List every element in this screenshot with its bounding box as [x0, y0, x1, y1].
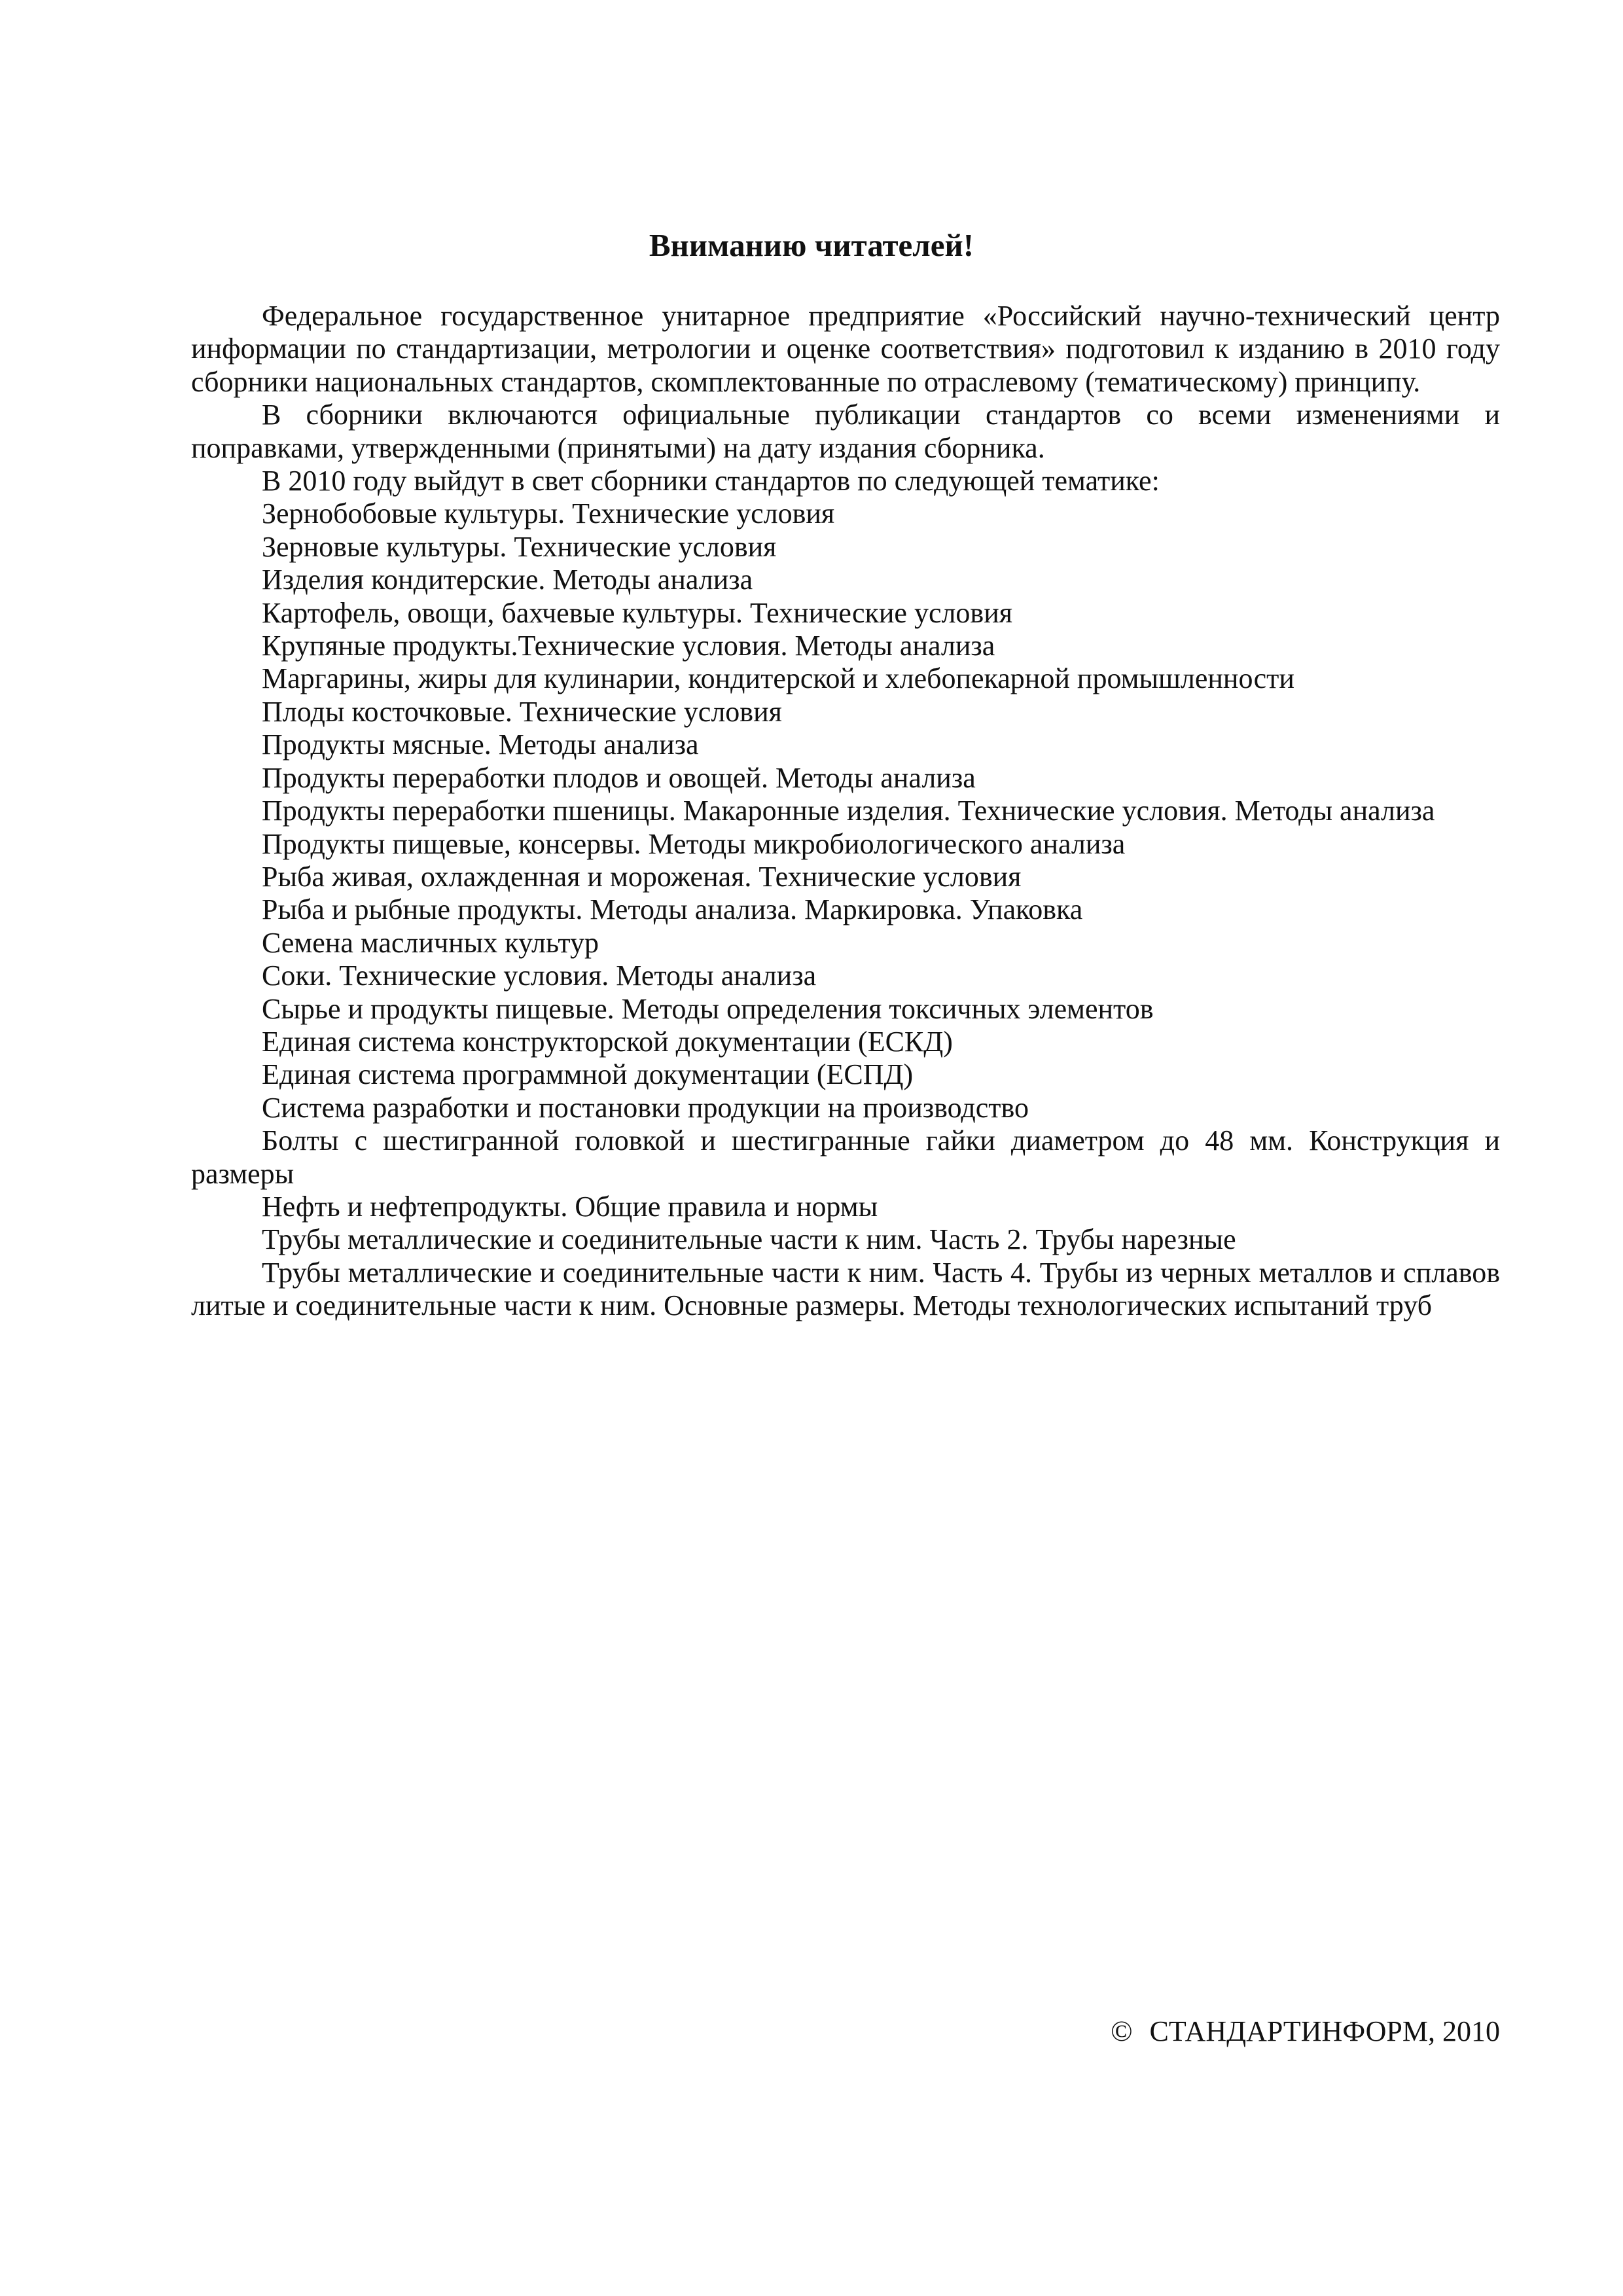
list-item: Болты с шестигранной головкой и шестигранные гайки диаметром до 48 мм. Конструкция и размеры	[191, 1124, 1500, 1190]
collections-list	[191, 497, 1500, 1322]
body-text	[191, 300, 1500, 1323]
copyright-icon: ©	[1111, 2015, 1133, 2047]
list-item: Рыба живая, охлажденная и мороженая. Технические условия	[262, 860, 1022, 893]
copyright-notice	[1111, 2015, 1500, 2049]
intro-paragraph: В 2010 году выйдут в свет сборники стандартов по следующей тематике:	[262, 465, 1160, 497]
list-item: Семена масличных культур	[262, 926, 599, 959]
list-item: Изделия кондитерские. Методы анализа	[262, 564, 753, 596]
list-item: Продукты мясные. Методы анализа	[262, 728, 699, 761]
copyright-text: СТАНДАРТИНФОРМ, 2010	[1149, 2015, 1500, 2047]
list-item: Единая система программной документации (ЕСПД)	[262, 1058, 914, 1091]
list-item: Картофель, овощи, бахчевые культуры. Технические условия	[262, 596, 1012, 629]
list-item: Плоды косточковые. Технические условия	[262, 695, 782, 728]
list-item: Нефть и нефтепродукты. Общие правила и нормы	[262, 1190, 878, 1223]
list-item: Система разработки и постановки продукции на производство	[262, 1091, 1029, 1124]
list-item: Продукты переработки плодов и овощей. Методы анализа	[262, 761, 976, 794]
list-item: Рыба и рыбные продукты. Методы анализа. Маркировка. Упаковка	[262, 893, 1083, 926]
list-item: Единая система конструкторской документации (ЕСКД)	[262, 1025, 953, 1058]
list-item: Крупяные продукты.Технические условия. Методы анализа	[262, 630, 995, 662]
list-item: Зернобобовые культуры. Технические условия	[262, 497, 835, 530]
list-item: Трубы металлические и соединительные части к ним. Часть 4. Трубы из черных металлов и сплавов литые и соединительные части к ним. Основные размеры. Методы технологических испытаний труб	[191, 1256, 1500, 1322]
list-item: Продукты пищевые, консервы. Методы микробиологического анализа	[262, 827, 1126, 860]
list-item: Трубы металлические и соединительные части к ним. Часть 2. Трубы нарезные	[262, 1223, 1236, 1256]
intro-paragraph: В сборники включаются официальные публикации стандартов со всеми изменениями и поправками, утвержденными (принятыми) на дату издания сборника.	[191, 399, 1500, 464]
list-item: Зерновые культуры. Технические условия	[262, 530, 777, 563]
page-title: Вниманию читателей!	[649, 227, 974, 263]
list-item: Сырье и продукты пищевые. Методы определения токсичных элементов	[262, 992, 1154, 1025]
intro-paragraph: Федеральное государственное унитарное предприятие «Российский научно-технический центр информации по стандартизации, метрологии и оценке соответствия» подготовил к изданию в 2010 году сборники национальных стандартов, скомплектованные по отраслевому (тематическому) принципу.	[191, 300, 1500, 398]
list-item: Продукты переработки пшеницы. Макаронные изделия. Технические условия. Методы анализа	[262, 795, 1435, 827]
list-item: Соки. Технические условия. Методы анализа	[262, 960, 817, 992]
list-item: Маргарины, жиры для кулинарии, кондитерской и хлебопекарной промышленности	[262, 662, 1294, 695]
